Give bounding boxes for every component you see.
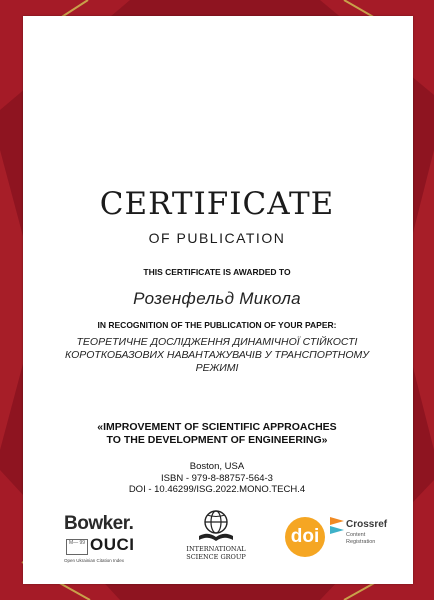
ouci-badge-icon: M— 99: [66, 539, 88, 555]
doi-wordmark: doi: [290, 526, 320, 547]
isg-name-line: INTERNATIONAL: [186, 545, 246, 553]
certificate-subtitle: OF PUBLICATION: [148, 230, 286, 246]
isg-logo: [176, 509, 256, 571]
collection-title-line: TO THE DEVELOPMENT OF ENGINEERING»: [106, 434, 328, 446]
ouci-subtitle: Open Ukrainian Citation Index: [64, 558, 125, 563]
publication-isbn: ISBN - 979-8-88757-564-3: [161, 472, 273, 484]
ouci-wordmark: OUCI: [90, 535, 135, 554]
publication-location: Boston, USA: [189, 461, 245, 472]
publication-info: [0, 461, 434, 496]
collection-title: [0, 421, 434, 447]
paper-title-line: РЕЖИМІ: [195, 362, 239, 374]
crossref-subtitle-line: Registration: [346, 538, 376, 545]
globe-book-icon: [196, 509, 236, 543]
logo-row: [0, 505, 434, 575]
crossref-logo: [330, 515, 400, 555]
bowker-ouci-logo: [64, 513, 146, 571]
recipient-name: Розенфельд Микола: [133, 289, 301, 308]
crossref-subtitle: [346, 532, 396, 545]
paper-title-line: КОРОТКОБАЗОВИХ НАВАНТАЖУВАЧІВ У ТРАНСПОРТНОМУ: [65, 349, 369, 361]
certificate-title: CERTIFICATE: [99, 186, 335, 222]
paper-title-line: ТЕОРЕТИЧНЕ ДОСЛІДЖЕННЯ ДИНАМІЧНОЇ СТІЙКОСТІ: [76, 336, 358, 348]
collection-title-line: «IMPROVEMENT OF SCIENTIFIC APPROACHES: [97, 421, 337, 433]
bowker-wordmark: Bowker.: [64, 513, 134, 534]
awarded-line: THIS CERTIFICATE IS AWARDED TO: [143, 267, 291, 277]
publication-doi: DOI - 10.46299/ISG.2022.MONO.TECH.4: [128, 484, 306, 495]
paper-title: [0, 336, 434, 375]
crossref-subtitle-line: Content: [346, 532, 366, 538]
doi-logo: [283, 515, 327, 559]
isg-name-line: SCIENCE GROUP: [186, 553, 246, 561]
recognition-line: IN RECOGNITION OF THE PUBLICATION OF YOUR PAPER:: [97, 320, 337, 330]
isg-name: [176, 545, 256, 561]
crossref-mark-icon: [330, 517, 344, 535]
crossref-wordmark: Crossref: [346, 519, 388, 530]
